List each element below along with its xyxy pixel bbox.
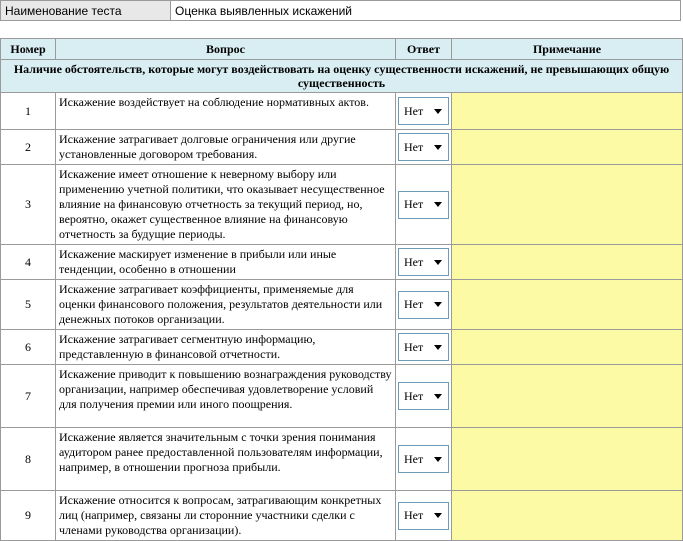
row-question: Искажение маскирует изменение в прибыли или иные тенденции, особенно в отношении (56, 245, 396, 280)
row-question: Искажение приводит к повышению вознаграждения руководству организации, например обеспечивая удовлетворение условий для получения премии или иного поощрения. (56, 365, 396, 428)
row-note[interactable] (452, 280, 683, 330)
table-row (1, 428, 683, 491)
row-number: 1 (1, 93, 56, 130)
answer-select[interactable] (398, 291, 449, 319)
row-number: 7 (1, 365, 56, 428)
row-answer-cell (396, 93, 452, 130)
answer-value: Нет (404, 508, 424, 522)
table-row (1, 330, 683, 365)
row-question: Искажение затрагивает сегментную информацию, представленную в финансовой отчетности. (56, 330, 396, 365)
row-question: Искажение затрагивает коэффициенты, применяемые для оценки финансового положения, результатов деятельности или денежных потоков организации. (56, 280, 396, 330)
header-num: Номер (1, 39, 56, 60)
chevron-down-icon[interactable] (434, 145, 442, 150)
chevron-down-icon[interactable] (434, 202, 442, 207)
answer-select[interactable] (398, 191, 449, 219)
answer-value: Нет (404, 297, 424, 311)
chevron-down-icon[interactable] (434, 345, 442, 350)
header-question: Вопрос (56, 39, 396, 60)
header-answer: Ответ (396, 39, 452, 60)
row-question: Искажение является значительным с точки зрения понимания аудитором ранее предоставленной пользователям информации, например, в отношении прогноза прибыли. (56, 428, 396, 491)
row-number: 2 (1, 130, 56, 165)
answer-select[interactable] (398, 248, 449, 276)
row-number: 3 (1, 165, 56, 245)
row-answer-cell (396, 365, 452, 428)
row-question: Искажение относится к вопросам, затрагивающим конкретных лиц (например, связаны ли сторонние участники сделки с членами руководства организации). (56, 491, 396, 541)
row-answer-cell (396, 245, 452, 280)
answer-value: Нет (404, 388, 424, 403)
test-name-bar (0, 0, 681, 21)
header-note: Примечание (452, 39, 683, 60)
row-note[interactable] (452, 491, 683, 541)
row-note[interactable] (452, 245, 683, 280)
row-number: 9 (1, 491, 56, 541)
row-note[interactable] (452, 330, 683, 365)
table-row (1, 280, 683, 330)
row-note[interactable] (452, 428, 683, 491)
row-answer-cell (396, 428, 452, 491)
row-number: 5 (1, 280, 56, 330)
table-row (1, 245, 683, 280)
table-row (1, 130, 683, 165)
row-question: Искажение воздействует на соблюдение нормативных актов. (56, 93, 396, 130)
answer-select[interactable] (398, 133, 449, 161)
answer-select[interactable] (398, 97, 449, 125)
answer-value: Нет (404, 103, 424, 118)
answer-select[interactable] (398, 333, 449, 361)
row-number: 8 (1, 428, 56, 491)
chevron-down-icon[interactable] (434, 457, 442, 462)
row-number: 6 (1, 330, 56, 365)
table-row (1, 491, 683, 541)
table-row (1, 93, 683, 130)
answer-value: Нет (404, 197, 424, 211)
row-note[interactable] (452, 165, 683, 245)
row-answer-cell (396, 330, 452, 365)
row-answer-cell (396, 165, 452, 245)
test-name-label: Наименование теста (1, 1, 171, 20)
chevron-down-icon[interactable] (434, 109, 442, 114)
row-answer-cell (396, 491, 452, 541)
answer-value: Нет (404, 139, 424, 154)
chevron-down-icon[interactable] (434, 394, 442, 399)
section-title: Наличие обстоятельств, которые могут воздействовать на оценку существенности искажений, не превышающих общую существенность (1, 60, 683, 93)
row-note[interactable] (452, 130, 683, 165)
table-row (1, 165, 683, 245)
row-note[interactable] (452, 365, 683, 428)
chevron-down-icon[interactable] (434, 260, 442, 265)
section-row (1, 60, 683, 93)
test-name-value[interactable]: Оценка выявленных искажений (175, 4, 353, 18)
row-note[interactable] (452, 93, 683, 130)
answer-select[interactable] (398, 445, 449, 473)
chevron-down-icon[interactable] (434, 513, 442, 518)
answer-value: Нет (404, 254, 424, 269)
row-answer-cell (396, 280, 452, 330)
row-question: Искажение затрагивает долговые ограничения или другие установленные договором требования. (56, 130, 396, 165)
table-row (1, 365, 683, 428)
chevron-down-icon[interactable] (434, 302, 442, 307)
questions-table (0, 38, 683, 541)
table-header-row (1, 39, 683, 60)
answer-select[interactable] (398, 382, 449, 410)
answer-select[interactable] (398, 502, 449, 530)
row-answer-cell (396, 130, 452, 165)
row-number: 4 (1, 245, 56, 280)
answer-value: Нет (404, 339, 424, 354)
answer-value: Нет (404, 451, 424, 466)
row-question: Искажение имеет отношение к неверному выбору или применению учетной политики, что оказывает несущественное влияние на финансовую отчетность за текущий период, но, вероятно, окажет существенное влияние на финансовую отчетность за будущие периоды. (56, 165, 396, 245)
